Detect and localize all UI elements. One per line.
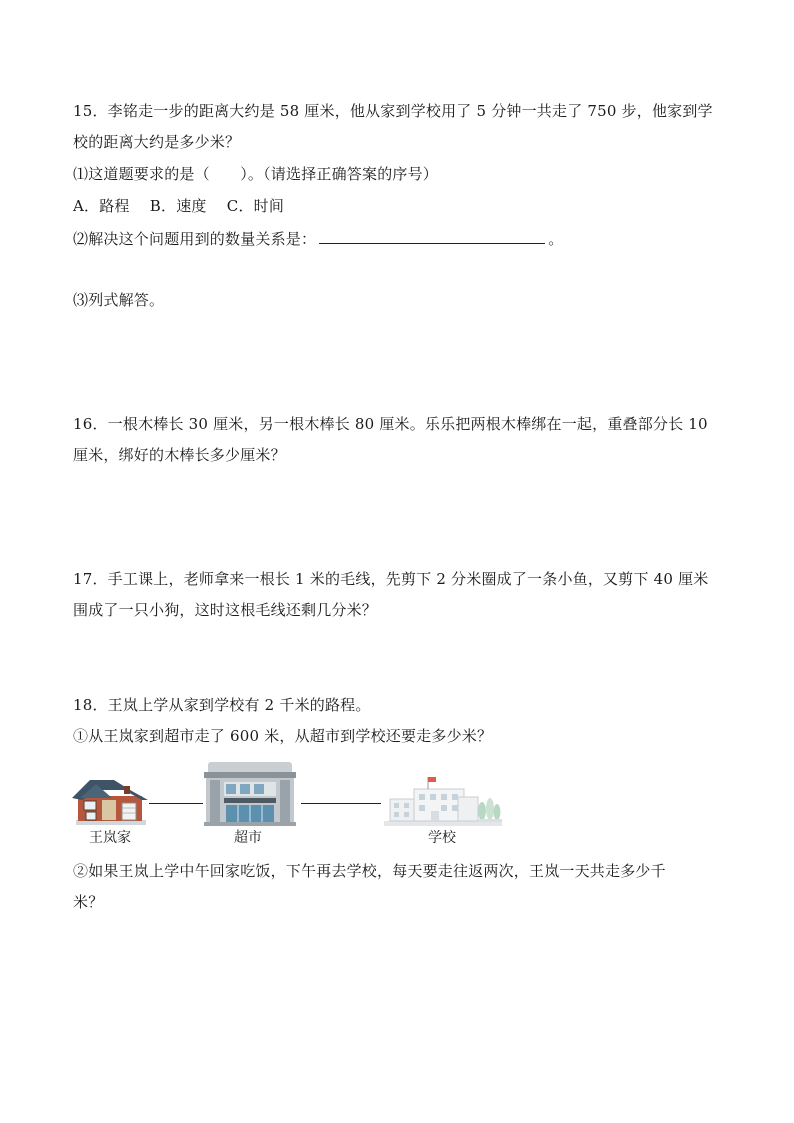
q16-line-2: 厘米，绑好的木棒长多少厘米？ (73, 446, 286, 464)
q18-sub-2-line-1: ②如果王岚上学中午回家吃饭，下午再去学校，每天要走往返两次，王岚一天共走多少千 (73, 862, 666, 880)
q16-line-1: 16．一根木棒长 30 厘米，另一根木棒长 80 厘米。乐乐把两根木棒绑在一起，重叠部分长 10 (73, 415, 708, 433)
q17-line-2: 围成了一只小狗，这时这根毛线还剩几分米？ (73, 601, 378, 619)
q15-part-3: ⑶列式解答。 (73, 291, 165, 309)
q18-sub-2-line-2: 米？ (73, 893, 104, 911)
q15-part-1: ⑴这道题要求的是（ ）。（请选择正确答案的序号） (73, 165, 439, 183)
q18-line-1: 18．王岚上学从家到学校有 2 千米的路程。 (73, 696, 371, 714)
route-line-market-school (301, 803, 381, 804)
house-icon (72, 776, 148, 826)
q18-sub-1: ①从王岚家到超市走了 600 米，从超市到学校还要走多少米？ (73, 727, 493, 745)
answer-blank (319, 229, 545, 244)
q15-part-2-suffix: 。 (548, 230, 564, 248)
school-icon (384, 775, 502, 827)
q15-part-2 (73, 228, 563, 250)
route-line-home-market (149, 803, 203, 804)
school-label: 学校 (428, 830, 456, 846)
q17-line-1: 17．手工课上，老师拿来一根长 1 米的毛线，先剪下 2 分米圈成了一条小鱼，又剪下 40 厘米 (73, 570, 709, 588)
q15-line-2: 校的距离大约是多少米？ (73, 133, 241, 151)
home-label: 王岚家 (89, 830, 131, 846)
q15-options: A．路程 B．速度 C．时间 (73, 197, 285, 215)
q15-part-2-prefix: ⑵解决这个问题用到的数量关系是： (73, 230, 317, 248)
supermarket-label: 超市 (234, 830, 262, 846)
q15-line-1: 15．李铭走一步的距离大约是 58 厘米，他从家到学校用了 5 分钟一共走了 750 步，他家到学 (73, 102, 713, 120)
supermarket-icon (204, 758, 296, 826)
